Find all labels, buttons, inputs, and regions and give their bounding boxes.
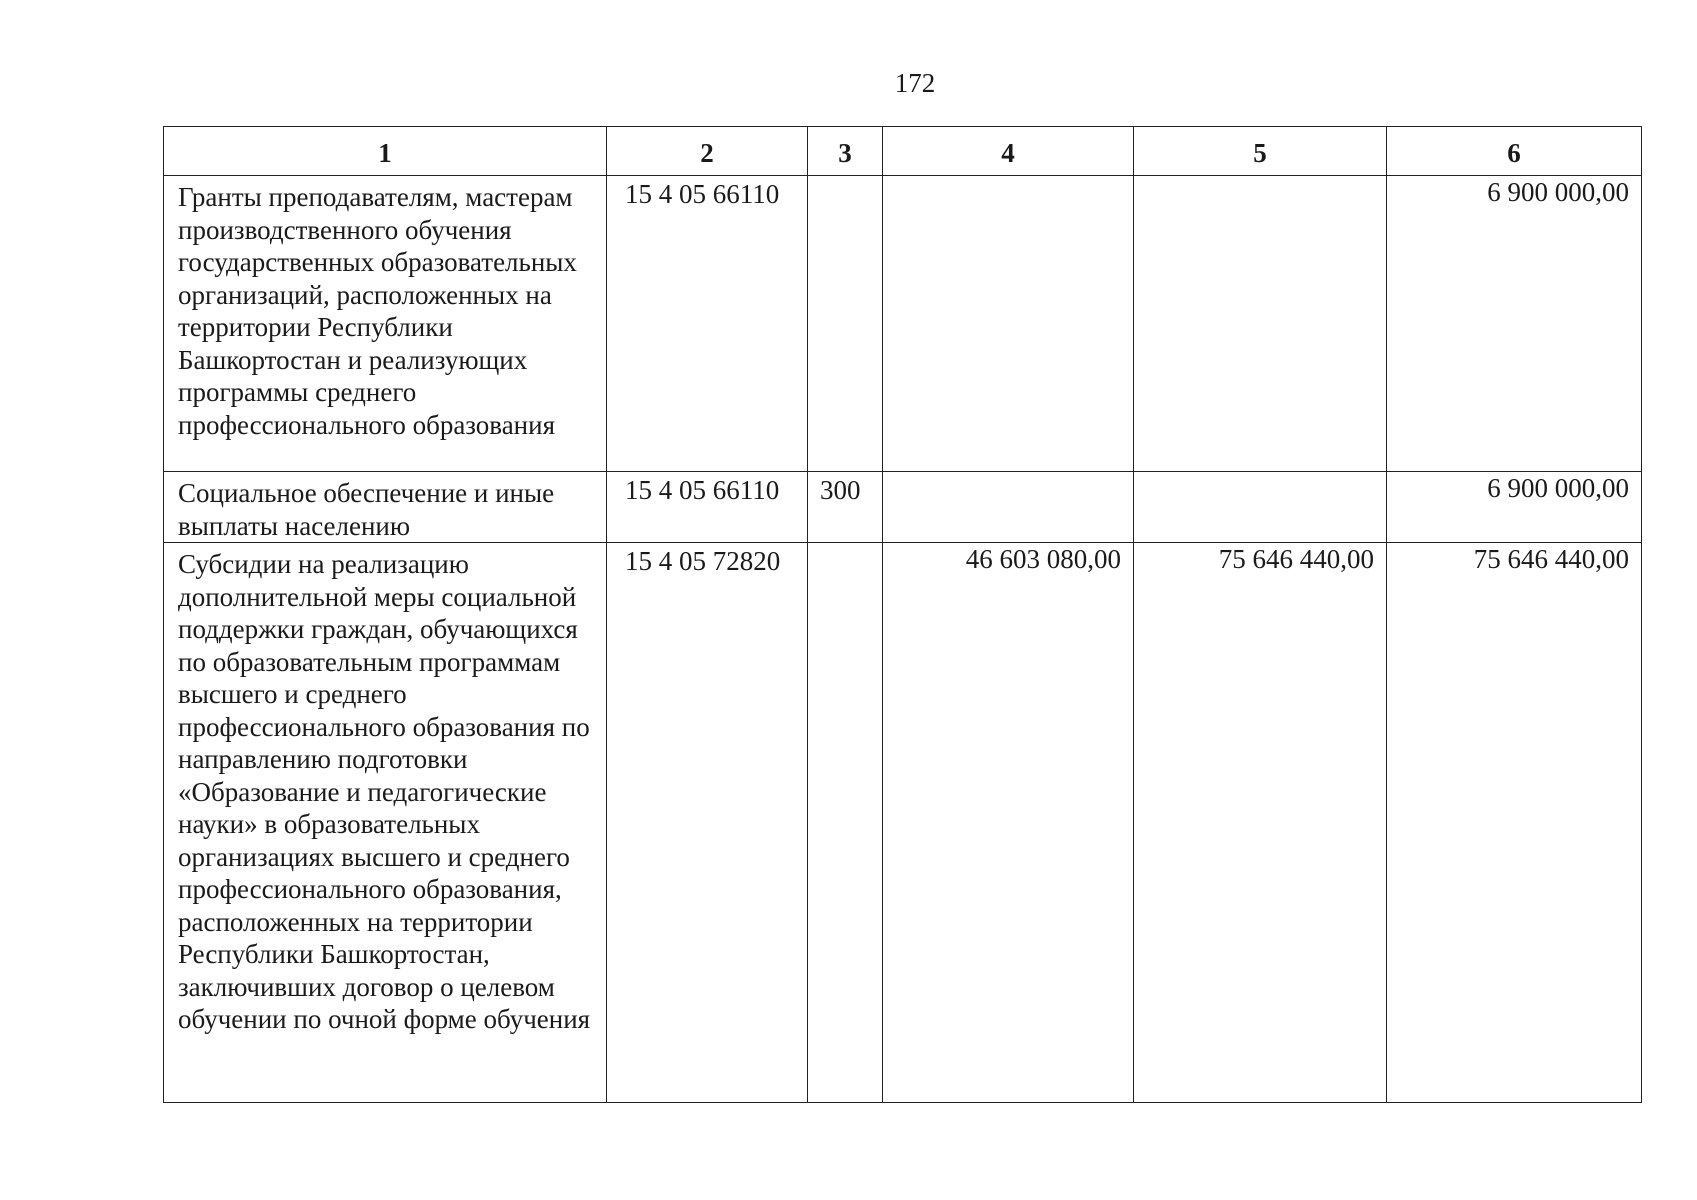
row-amount-col6: 75 646 440,00 (1387, 543, 1642, 1103)
row-name: Гранты преподавателям, мастерам производственного обучения государственных образовательных организаций, расположенных на территории Республики Башкортостан и реализующих программы среднего профессионального образования (164, 176, 607, 472)
row-code: 15 4 05 66110 (607, 472, 808, 543)
row-code: 15 4 05 72820 (607, 543, 808, 1103)
table-row (164, 543, 1642, 1103)
page-number: 172 (894, 68, 936, 98)
table-header-row (164, 127, 1642, 176)
column-header-3: 3 (808, 127, 883, 176)
row-amount-col4: 46 603 080,00 (883, 543, 1134, 1103)
column-header-5: 5 (1134, 127, 1387, 176)
column-header-2: 2 (607, 127, 808, 176)
table-row (164, 472, 1642, 543)
row-amount-col5 (1134, 472, 1387, 543)
table-row (164, 176, 1642, 472)
row-amount-col4 (883, 176, 1134, 472)
row-code: 15 4 05 66110 (607, 176, 808, 472)
row-name: Социальное обеспечение и иные выплаты населению (164, 472, 607, 543)
column-header-4: 4 (883, 127, 1134, 176)
row-expense-type: 300 (808, 472, 883, 543)
row-expense-type (808, 176, 883, 472)
row-name: Субсидии на реализацию дополнительной меры социальной поддержки граждан, обучающихся по образовательным программам высшего и среднего профессионального образования по направлению подготовки «Образование и педагогические науки» в образовательных организациях высшего и среднего профессионального образования, расположенных на территории Республики Башкортостан, заключивших договор о целевом обучении по очной форме обучения (164, 543, 607, 1103)
budget-table (163, 126, 1642, 1103)
row-amount-col5: 75 646 440,00 (1134, 543, 1387, 1103)
row-amount-col6: 6 900 000,00 (1387, 472, 1642, 543)
row-amount-col5 (1134, 176, 1387, 472)
row-expense-type (808, 543, 883, 1103)
row-amount-col4 (883, 472, 1134, 543)
column-header-1: 1 (164, 127, 607, 176)
row-amount-col6: 6 900 000,00 (1387, 176, 1642, 472)
column-header-6: 6 (1387, 127, 1642, 176)
